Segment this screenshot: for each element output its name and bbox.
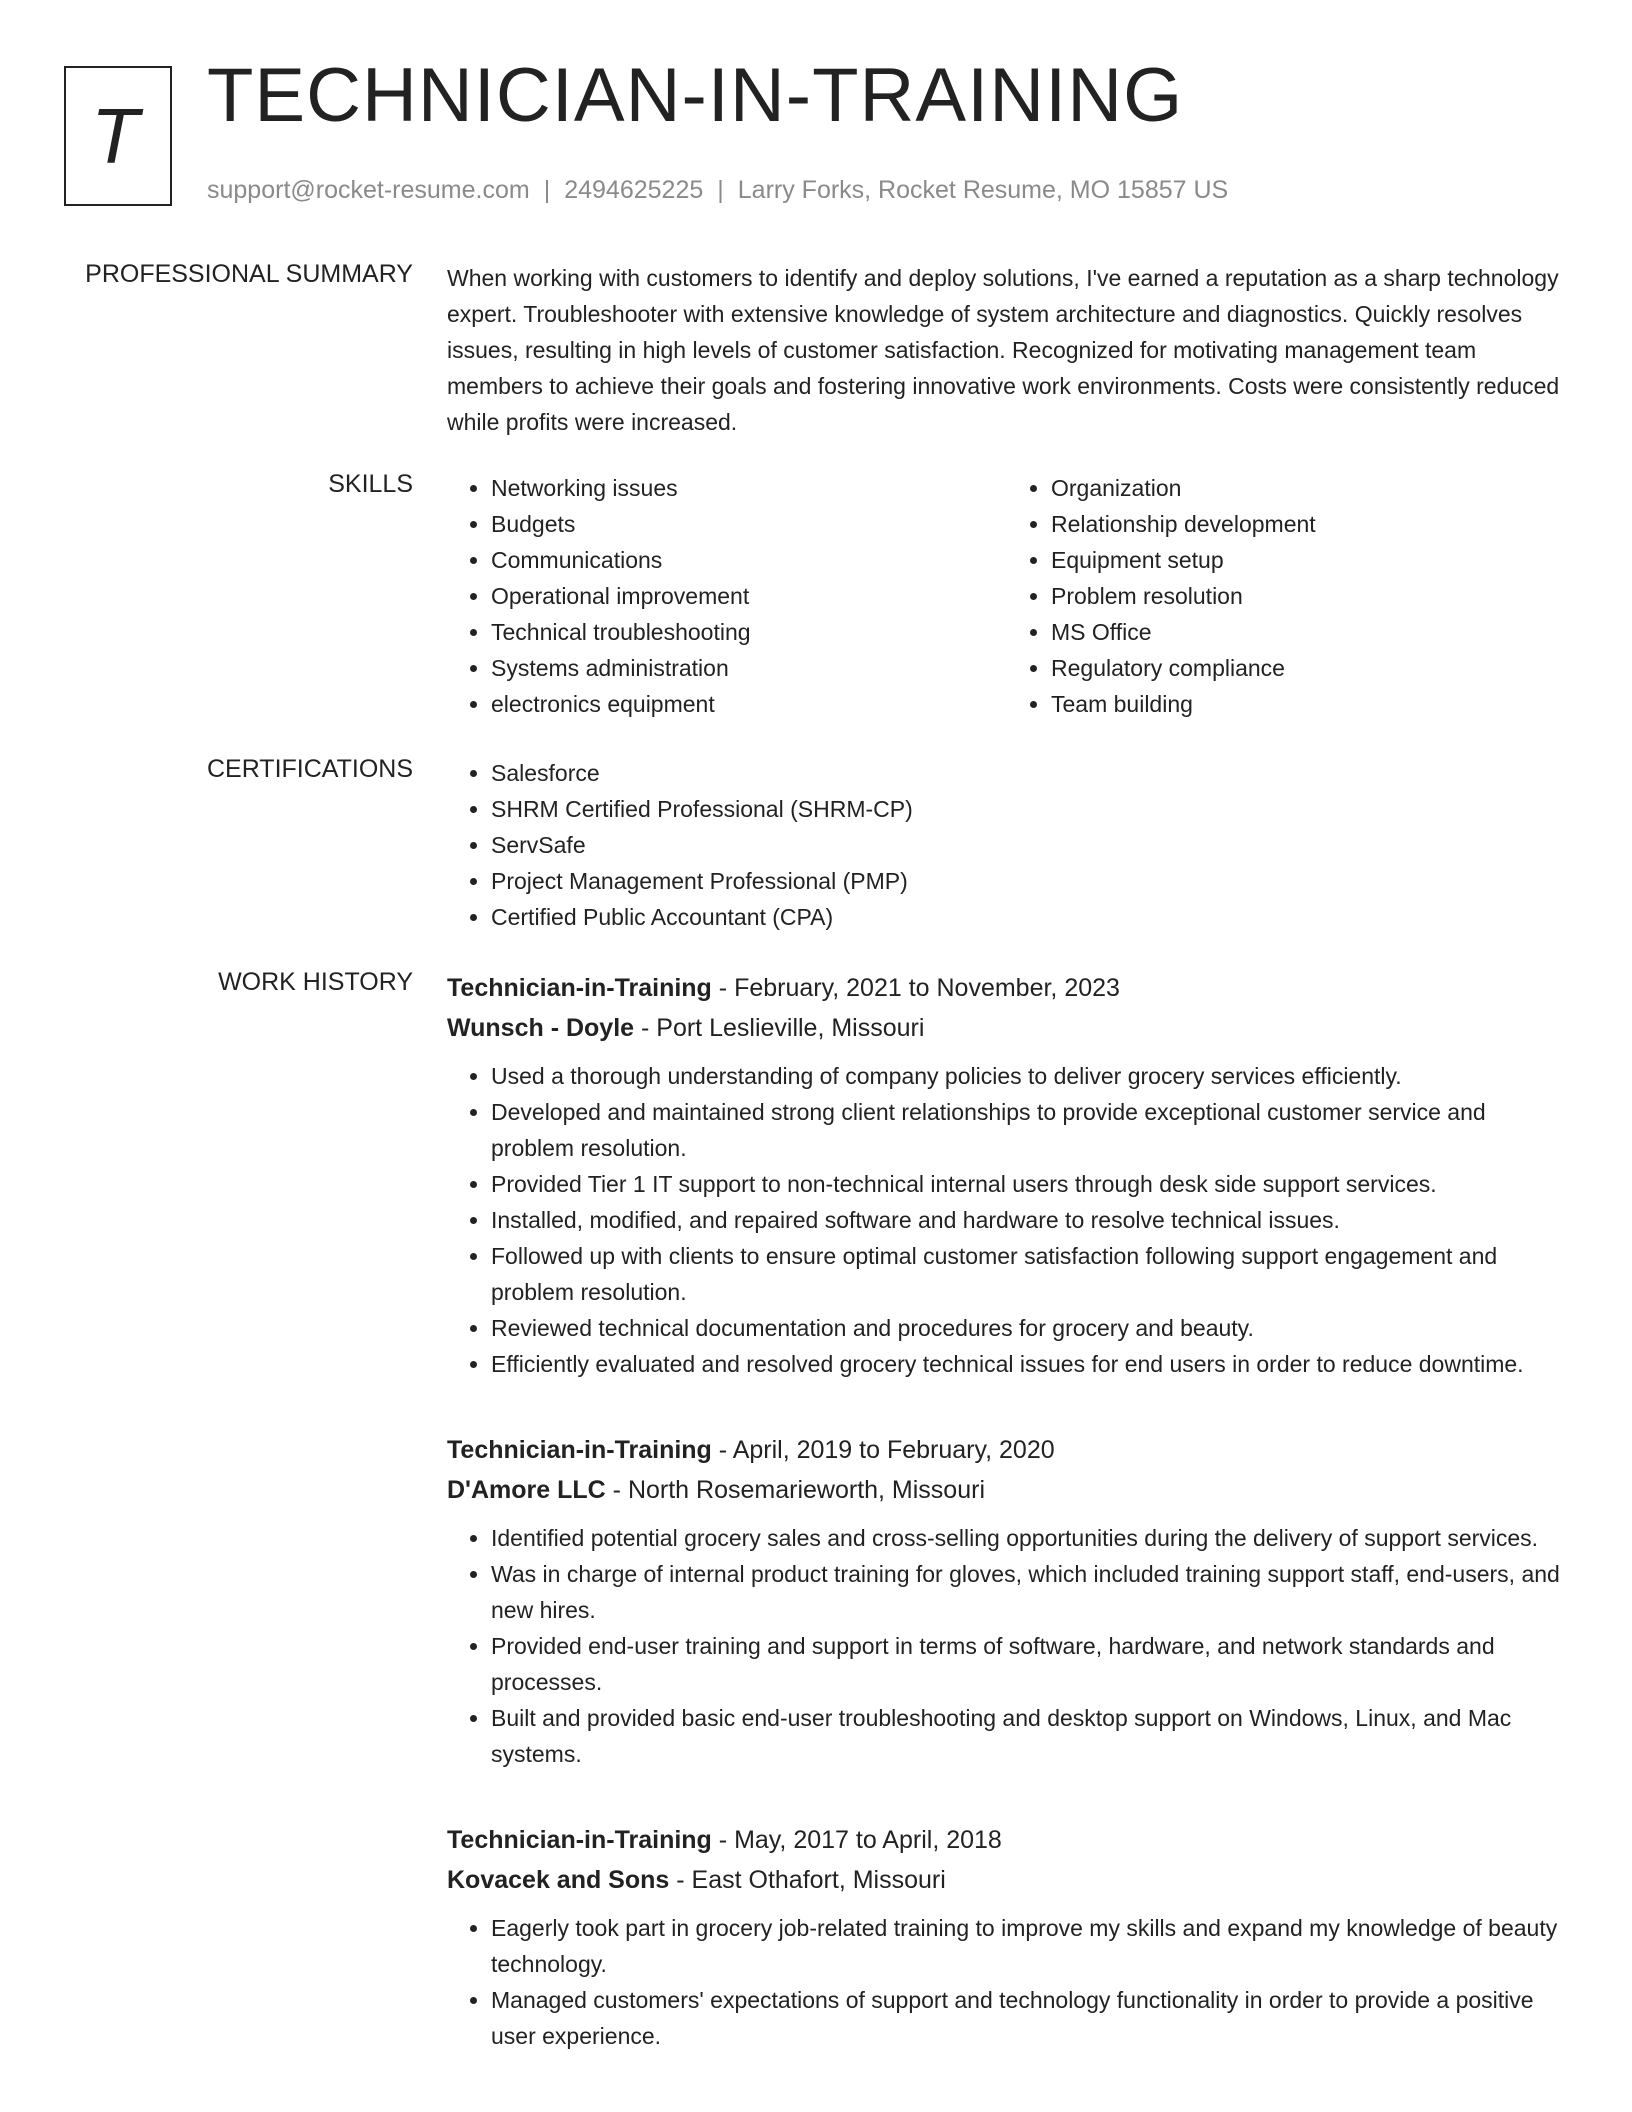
job-bullets [447, 1058, 1567, 1382]
job-bullet: • Eagerly took part in grocery job-related training to improve my skills and expand my knowledge of beauty technology. [491, 1910, 1567, 1982]
summary-text: When working with customers to identify and deploy solutions, I've earned a reputation as a sharp technology expert. Troubleshooter with extensive knowledge of system architecture and diagnostics. Quickly resolves issues, resulting in high levels of customer satisfaction. Recognized for motivating management team members to achieve their goals and fostering innovative work environments. Costs were consistently reduced while profits were increased. [447, 265, 1560, 435]
contact-phone: 2494625225 [564, 176, 704, 204]
skill-item: • Organization [1051, 470, 1567, 506]
job-dates: February, 2021 to November, 2023 [734, 974, 1120, 1002]
contact-address: Larry Forks, Rocket Resume, MO 15857 US [737, 176, 1229, 204]
job-title: Technician-in-Training [447, 1436, 712, 1464]
section-label: WORK HISTORY [218, 968, 413, 996]
job-dates: April, 2019 to February, 2020 [732, 1436, 1055, 1464]
job-title-line: Technician-in-Training - February, 2021 to November, 2023 [447, 974, 1120, 1002]
skill-item: • Equipment setup [1051, 542, 1567, 578]
job-location: Port Leslieville, Missouri [656, 1014, 925, 1042]
skills-columns [447, 470, 1567, 722]
separator: | [717, 176, 724, 204]
job-title: Technician-in-Training [447, 1826, 712, 1854]
skill-item: • MS Office [1051, 614, 1567, 650]
certification-item: • Salesforce [491, 755, 1567, 791]
certification-item: • Project Management Professional (PMP) [491, 863, 1567, 899]
job-title-line: Technician-in-Training - April, 2019 to February, 2020 [447, 1436, 1055, 1464]
job-company: D'Amore LLC [447, 1476, 606, 1504]
skill-item: • Operational improvement [491, 578, 1007, 614]
job-title: Technician-in-Training [447, 974, 712, 1002]
job-bullet: • Identified potential grocery sales and cross-selling opportunities during the delivery of support services. [491, 1520, 1567, 1556]
skills-list-right [1007, 470, 1567, 722]
section-label: PROFESSIONAL SUMMARY [85, 260, 413, 288]
job-title-line: Technician-in-Training - May, 2017 to April, 2018 [447, 1826, 1002, 1854]
job-bullet: • Managed customers' expectations of support and technology functionality in order to provide a positive user experience. [491, 1982, 1567, 2054]
job-company: Wunsch - Doyle [447, 1014, 635, 1042]
contact-email: support@rocket-resume.com [207, 176, 530, 204]
job-location: East Othafort, Missouri [691, 1866, 946, 1894]
section-label: CERTIFICATIONS [206, 755, 413, 783]
skill-item: • Networking issues [491, 470, 1007, 506]
job-bullet: • Built and provided basic end-user troubleshooting and desktop support on Windows, Linux, and Mac systems. [491, 1700, 1567, 1772]
job-entry [447, 1820, 1567, 2054]
job-company-line: Wunsch - Doyle - Port Leslieville, Missouri [447, 1014, 925, 1042]
job-bullet: • Was in charge of internal product training for gloves, which included training support staff, end-users, and new hires. [491, 1556, 1567, 1628]
job-bullet: • Installed, modified, and repaired software and hardware to resolve technical issues. [491, 1202, 1567, 1238]
job-bullet: • Provided end-user training and support in terms of software, hardware, and network standards and processes. [491, 1628, 1567, 1700]
job-dates: May, 2017 to April, 2018 [734, 1826, 1002, 1854]
skill-item: • Budgets [491, 506, 1007, 542]
monogram-box [64, 66, 172, 206]
job-bullet: • Efficiently evaluated and resolved grocery technical issues for end users in order to reduce downtime. [491, 1346, 1567, 1382]
skill-item: • Technical troubleshooting [491, 614, 1007, 650]
section-label: SKILLS [328, 470, 413, 498]
job-bullet: • Reviewed technical documentation and procedures for grocery and beauty. [491, 1310, 1567, 1346]
job-bullets [447, 1910, 1567, 2054]
skill-item: • Communications [491, 542, 1007, 578]
certifications-list [447, 755, 1567, 935]
certifications-body [447, 755, 1567, 935]
job-bullets [447, 1520, 1567, 1772]
work-body [447, 968, 1567, 2054]
job-company-line: Kovacek and Sons - East Othafort, Missouri [447, 1866, 946, 1894]
job-company-line: D'Amore LLC - North Rosemarieworth, Missouri [447, 1476, 985, 1504]
contact-line [207, 176, 1228, 205]
skills-list-left [447, 470, 1007, 722]
job-entry [447, 1430, 1567, 1772]
job-entry [447, 968, 1567, 1382]
job-company: Kovacek and Sons [447, 1866, 670, 1894]
job-location: North Rosemarieworth, Missouri [627, 1476, 985, 1504]
job-bullet: • Developed and maintained strong client relationships to provide exceptional customer service and problem resolution. [491, 1094, 1567, 1166]
skill-item: • electronics equipment [491, 686, 1007, 722]
job-bullet: • Provided Tier 1 IT support to non-technical internal users through desk side support services. [491, 1166, 1567, 1202]
separator: | [543, 176, 551, 204]
certification-item: • ServSafe [491, 827, 1567, 863]
skill-item: • Relationship development [1051, 506, 1567, 542]
skill-item: • Systems administration [491, 650, 1007, 686]
certification-item: • SHRM Certified Professional (SHRM-CP) [491, 791, 1567, 827]
job-bullet: • Used a thorough understanding of company policies to deliver grocery services efficiently. [491, 1058, 1567, 1094]
skill-item: • Regulatory compliance [1051, 650, 1567, 686]
skill-item: • Team building [1051, 686, 1567, 722]
skill-item: • Problem resolution [1051, 578, 1567, 614]
certification-item: • Certified Public Accountant (CPA) [491, 899, 1567, 935]
job-bullet: • Followed up with clients to ensure optimal customer satisfaction following support engagement and problem resolution. [491, 1238, 1567, 1310]
resume-name: TECHNICIAN-IN-TRAINING [207, 53, 1184, 138]
monogram-letter: T [91, 91, 139, 180]
